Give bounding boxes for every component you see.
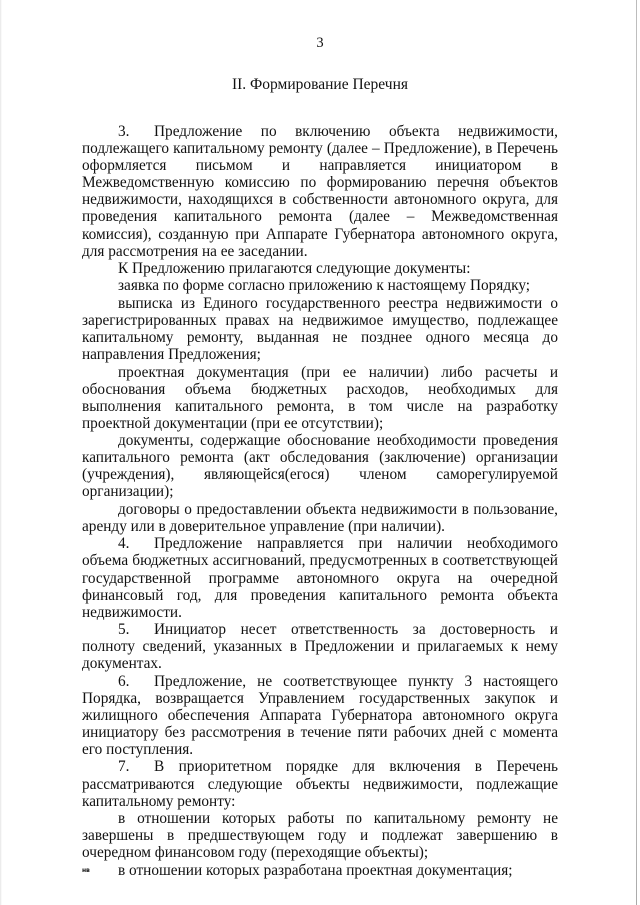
paragraph-text: В приоритетном порядке для включения в Перечень рассматриваются следующие объекты недвижимости, подлежащие капитальному ремонту: (82, 758, 558, 810)
document-item-3: проектная документация (при ее наличии) либо расчеты и обоснования объема бюджетных расходов, необходимых для выполнения капитального ремонта, в том числе на разработку проектной документации (при ее отсутствии); (82, 363, 558, 432)
page-number: 3 (316, 35, 324, 51)
document-item-4: документы, содержащие обоснование необходимости проведения капитального ремонта (акт обследования (заключение) организации (учреждения), являющейся(егося) членом саморегулируемой организации); (82, 432, 558, 501)
paragraph-text: Предложение, не соответствующее пункту 3 настоящего Порядка, возвращается Управлением государственных закупок и жилищного обеспечения Аппарата Губернатора автономного округа инициатору без рассмотрения в течение пяти рабочих дней с момента его поступления. (82, 672, 558, 759)
paragraph-text: Предложение направляется при наличии необходимого объема бюджетных ассигнований, предусмотренных в соответствующей государственной программе автономного округа на очередной финансовый год, для проведения капитального ремонта объекта недвижимости. (82, 535, 558, 621)
document-item-1: заявка по форме согласно приложению к настоящему Порядку; (118, 277, 531, 295)
document-item-5: договоры о предоставлении объекта недвижимости в пользование, аренду или в доверительное управление (при наличии). (82, 500, 558, 535)
scan-edge-right (636, 0, 637, 905)
paragraph-number: 6. (118, 672, 130, 690)
section-title: II. Формирование Перечня (231, 76, 409, 93)
documents-intro: К Предложению прилагаются следующие документы: (118, 260, 471, 278)
paragraph-number: 7. (118, 758, 130, 776)
document-body (82, 123, 558, 879)
paragraph-number: 5. (118, 621, 130, 639)
paragraph-6 (82, 673, 558, 758)
paragraph-text: Инициатор несет ответственность за достоверность и полноту сведений, указанных в Предложении и прилагаемых к нему документах. (82, 621, 558, 673)
footer-mark: нв (82, 867, 90, 874)
paragraph-7-item-2: в отношении которых разработана проектная документация; (118, 861, 513, 879)
paragraph-4 (82, 535, 558, 620)
paragraph-number: 3. (118, 123, 130, 140)
document-item-2: выписка из Единого государственного реестра недвижимости о зарегистрированных правах на недвижимое имущество, подлежащее капитальному ремонту, выданная не позднее одного месяца до направления Предложения; (82, 294, 558, 364)
paragraph-3 (82, 123, 558, 260)
paragraph-number: 4. (118, 535, 130, 553)
paragraph-5 (82, 621, 558, 672)
paragraph-7-item-1: в отношении которых работы по капитальному ремонту не завершены в предшествующем году и подлежат завершению в очередном финансовом году (переходящие объекты); (82, 810, 558, 862)
paragraph-text: Предложение по включению объекта недвижимости, подлежащего капитальному ремонту (далее – Предложение), в Перечень оформляется письмом и направляется инициатором в Межведомственную комиссию по формированию перечня объектов недвижимости, находящихся в собственности автономного округа, для проведения капитального ремонта (далее – Межведомственная комиссия), созданную при Аппарате Губернатора автономного округа, для рассмотрения на ее заседании. (82, 123, 558, 260)
scan-edge-left (0, 0, 2, 905)
paragraph-7 (82, 758, 558, 809)
